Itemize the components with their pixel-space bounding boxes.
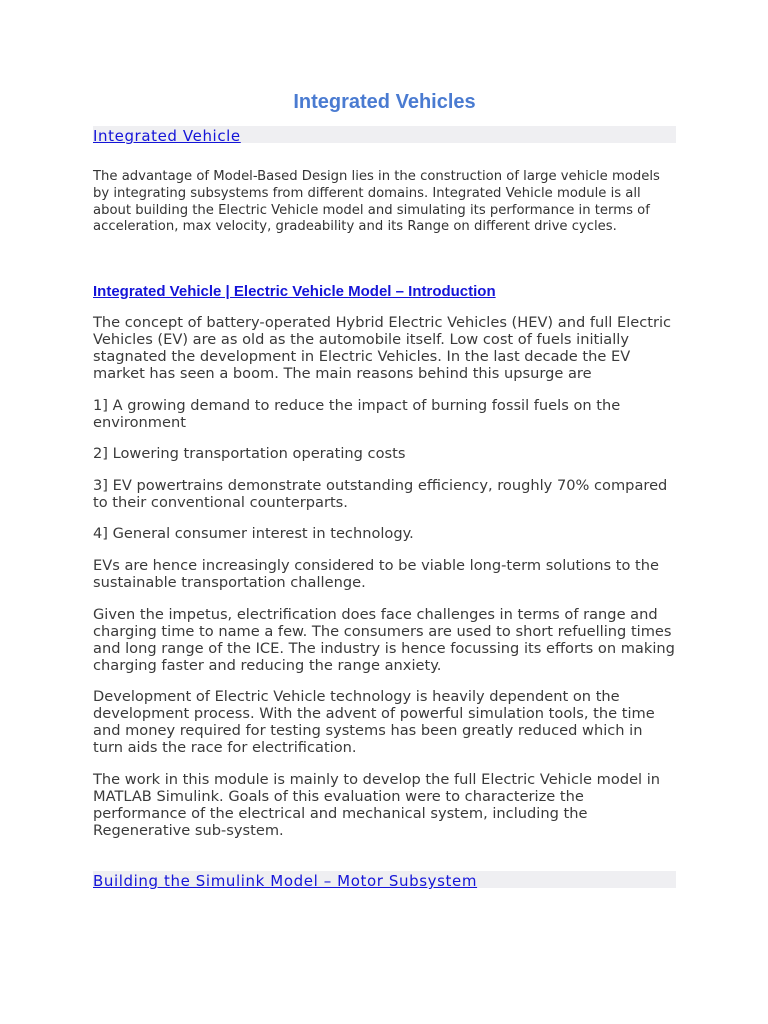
paragraph-reason-4: 4] General consumer interest in technology. <box>93 525 414 543</box>
bottom-link-bar <box>93 871 676 888</box>
section-heading <box>93 283 496 301</box>
body-text <box>93 314 676 853</box>
paragraph-challenges: Given the impetus, electrification does face challenges in terms of range and charging time to name a few. The consumers are used to short refuelling times and long range of the ICE. The industry is hence focussing its efforts on making charging faster and reducing the range anxiety. <box>93 605 675 674</box>
motor-subsystem-link[interactable]: Building the Simulink Model – Motor Subsystem <box>93 872 478 890</box>
paragraph-reason-3: 3] EV powertrains demonstrate outstanding efficiency, roughly 70% compared to their conventional counterparts. <box>93 476 668 511</box>
paragraph-development: Development of Electric Vehicle technology is heavily dependent on the development process. With the advent of powerful simulation tools, the time and money required for testing systems has been greatly reduced which in turn aids the race for electrification. <box>93 688 655 757</box>
paragraph-module-work: The work in this module is mainly to develop the full Electric Vehicle model in MATLAB Simulink. Goals of this evaluation were to characterize the performance of the electrical and mechanical system, including the Regenerative sub-system. <box>93 770 661 839</box>
paragraph-reason-1: 1] A growing demand to reduce the impact of burning fossil fuels on the environment <box>93 396 621 431</box>
top-link-bar <box>93 126 676 143</box>
paragraph-intro: The concept of battery-operated Hybrid Electric Vehicles (HEV) and full Electric Vehicles (EV) are as old as the automobile itself. Low cost of fuels initially stagnated the development in Electric Vehicles. In the last decade the EV market has seen a boom. The main reasons behind this upsurge are <box>93 314 672 382</box>
page-title: Integrated Vehicles <box>293 91 476 113</box>
paragraph-reason-2: 2] Lowering transportation operating costs <box>93 445 406 463</box>
paragraph-viability: EVs are hence increasingly considered to be viable long-term solutions to the sustainable transportation challenge. <box>93 556 659 591</box>
summary-paragraph: The advantage of Model-Based Design lies in the construction of large vehicle models by integrating subsystems from different domains. Integrated Vehicle module is all about building the Electric Vehicle model and simulating its performance in terms of acceleration, max velocity, gradeability and its Range on different drive cycles. <box>93 169 660 235</box>
integrated-vehicle-link[interactable]: Integrated Vehicle <box>93 127 241 145</box>
introduction-link[interactable]: Integrated Vehicle | Electric Vehicle Model – Introduction <box>93 283 496 300</box>
